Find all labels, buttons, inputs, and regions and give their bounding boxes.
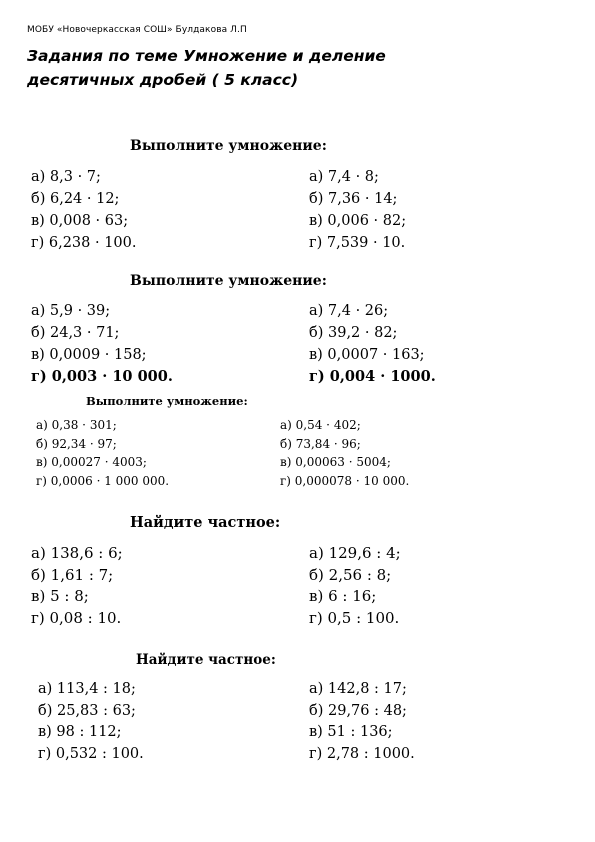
exercise-item: в) 6 : 16; [309, 587, 377, 605]
exercise-item: г) 0,004 · 1000. [309, 368, 436, 385]
document-title [27, 44, 567, 92]
exercise-item: а) 7,4 · 8; [309, 169, 379, 185]
exercise-item: а) 0,54 · 402; [280, 418, 361, 432]
exercise-item: в) 51 : 136; [309, 724, 393, 740]
document-header: МОБУ «Новочеркасская СОШ» Булдакова Л.П [27, 25, 247, 35]
exercise-column-left [31, 300, 173, 388]
exercise-item: в) 0,00027 · 4003; [36, 455, 147, 469]
exercise-item: г) 7,539 · 10. [309, 235, 406, 251]
exercise-column-right [309, 166, 406, 254]
exercise-item: г) 2,78 : 1000. [309, 745, 415, 762]
exercise-item: а) 138,6 : 6; [31, 544, 123, 562]
exercise-column-right [280, 416, 409, 490]
section-heading: Найдите частное: [136, 652, 276, 668]
exercise-item: б) 39,2 · 82; [309, 325, 398, 341]
exercise-item: в) 0,0007 · 163; [309, 347, 425, 363]
section-heading: Найдите частное: [130, 514, 281, 531]
exercise-item: а) 129,6 : 4; [309, 544, 401, 562]
exercise-item: г) 0,532 : 100. [38, 745, 144, 762]
section-heading: Выполните умножение: [130, 273, 327, 289]
exercise-item: в) 98 : 112; [38, 724, 122, 740]
exercise-column-right [309, 679, 415, 765]
exercise-item: б) 2,56 : 8; [309, 565, 392, 584]
exercise-item: а) 5,9 · 39; [31, 303, 111, 319]
exercise-item: в) 0,008 · 63; [31, 213, 129, 229]
exercise-column-left [38, 679, 144, 765]
exercise-item: в) 0,006 · 82; [309, 213, 407, 229]
exercise-item: б) 92,34 · 97; [36, 436, 117, 451]
exercise-item: а) 8,3 · 7; [31, 169, 101, 185]
exercise-column-right [309, 300, 436, 388]
exercise-column-left [31, 166, 137, 254]
exercise-item: а) 0,38 · 301; [36, 418, 117, 432]
exercise-column-left [36, 416, 169, 490]
exercise-item: г) 0,0006 · 1 000 000. [36, 473, 170, 488]
exercise-item: б) 6,24 · 12; [31, 191, 120, 207]
title-line-1: Задания по теме Умножение и деление [27, 47, 386, 65]
exercise-item: б) 7,36 · 14; [309, 191, 398, 207]
exercise-item: г) 0,08 : 10. [31, 608, 122, 627]
exercise-item: в) 0,0009 · 158; [31, 347, 147, 363]
exercise-item: г) 0,003 · 10 000. [31, 368, 173, 385]
exercise-item: в) 5 : 8; [31, 587, 89, 605]
exercise-item: г) 0,5 : 100. [309, 608, 400, 627]
title-line-2: десятичных дробей ( 5 класс) [27, 71, 299, 89]
exercise-item: б) 25,83 : 63; [38, 702, 136, 719]
exercise-item: в) 0,00063 · 5004; [280, 455, 391, 469]
exercise-item: г) 6,238 · 100. [31, 235, 137, 251]
section-heading: Выполните умножение: [86, 394, 248, 408]
exercise-item: г) 0,000078 · 10 000. [280, 473, 410, 488]
exercise-column-left [31, 543, 123, 629]
exercise-item: б) 73,84 · 96; [280, 436, 361, 451]
exercise-item: б) 1,61 : 7; [31, 565, 114, 584]
exercise-item: а) 7,4 · 26; [309, 303, 389, 319]
exercise-column-right [309, 543, 401, 629]
section-heading: Выполните умножение: [130, 138, 327, 154]
exercise-item: а) 113,4 : 18; [38, 681, 136, 697]
exercise-item: а) 142,8 : 17; [309, 681, 407, 697]
exercise-item: б) 24,3 · 71; [31, 325, 120, 341]
exercise-item: б) 29,76 : 48; [309, 702, 407, 719]
